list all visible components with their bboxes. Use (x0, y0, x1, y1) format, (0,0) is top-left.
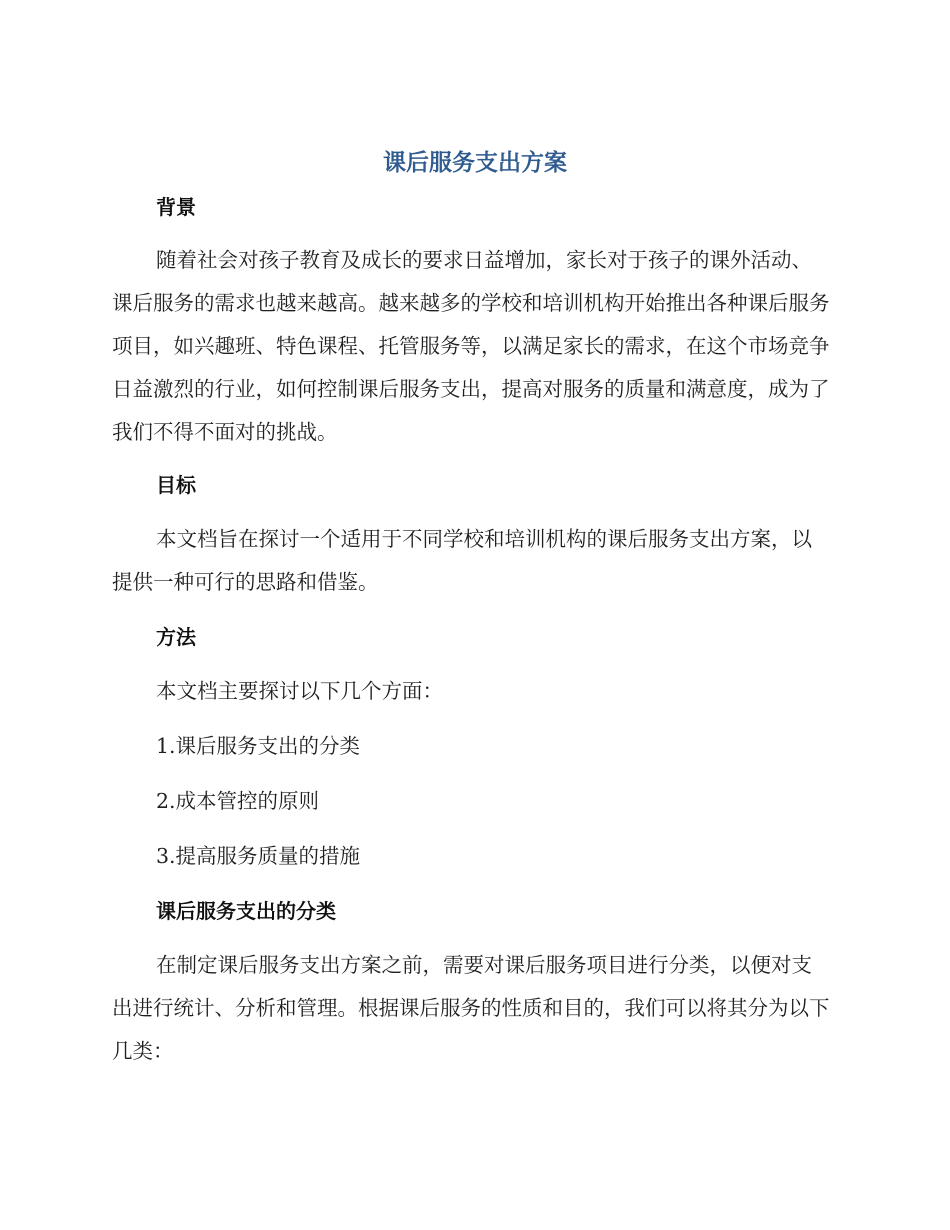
section-heading-background: 背景 (156, 195, 196, 219)
document-title: 课后服务支出方案 (383, 150, 567, 176)
background-paragraph: 随着社会对孩子教育及成长的要求日益增加，家长对于孩子的课外活动、课后服务的需求也越来越高。越来越多的学校和培训机构开始推出各种课后服务项目，如兴趣班、特色课程、托管服务等，以满足家长的需求，在这个市场竞争日益激烈的行业，如何控制课后服务支出，提高对服务的质量和满意度，成为了我们不得不面对的挑战。 (112, 248, 830, 444)
method-list-item: 3.提高服务质量的措施 (156, 844, 361, 868)
method-intro: 本文档主要探讨以下几个方面： (156, 679, 443, 703)
goal-paragraph: 本文档旨在探讨一个适用于不同学校和培训机构的课后服务支出方案，以提供一种可行的思路和借鉴。 (112, 527, 812, 594)
method-list-item: 2.成本管控的原则 (156, 789, 320, 813)
classification-paragraph: 在制定课后服务支出方案之前，需要对课后服务项目进行分类，以便对支出进行统计、分析和管理。根据课后服务的性质和目的，我们可以将其分为以下几类： (112, 953, 830, 1063)
section-heading-method: 方法 (156, 625, 196, 649)
section-heading-classification: 课后服务支出的分类 (156, 899, 336, 923)
method-list-item: 1.课后服务支出的分类 (156, 734, 361, 758)
section-heading-goal: 目标 (156, 473, 196, 497)
